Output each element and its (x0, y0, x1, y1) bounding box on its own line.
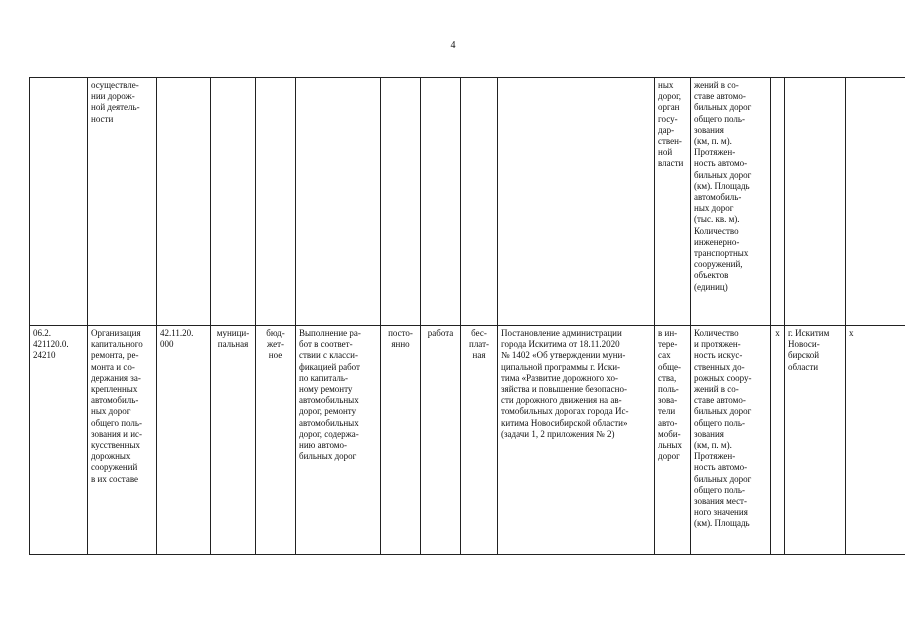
institution-type-cell (256, 78, 296, 326)
cell-text-line: (км, п. м). (694, 136, 732, 147)
cell-text-line: бирской (788, 350, 820, 361)
cell-text-line: ставе автомо- (694, 395, 746, 406)
cell-text-line: капитального (91, 339, 143, 350)
cell-text-line: ных (658, 80, 674, 90)
consumers-cell (655, 326, 691, 555)
cell-text-line: кусственных (91, 440, 141, 451)
okved-cell (157, 78, 211, 326)
cell-text-line: китима Новосибирской области» (501, 417, 628, 428)
institution-type-cell (256, 326, 296, 555)
legal-basis-cell (498, 78, 655, 326)
cell-text-line: дорог, (658, 91, 682, 102)
mark-cell (771, 326, 785, 555)
payment-cell (461, 326, 498, 555)
code-cell (30, 326, 88, 555)
cell-text-line: автомобильных (299, 395, 359, 406)
type-cell (211, 78, 256, 326)
kind-cell (421, 78, 461, 326)
cell-text-line: тере- (658, 339, 678, 350)
cell-text-line: ность автомо- (694, 158, 748, 169)
cell-text-line: автомобильных (299, 417, 359, 428)
cell-text-line: ства, (658, 372, 677, 383)
cell-text-line: ному ремонту (299, 384, 353, 395)
cell-text-line: 06.2. (33, 328, 51, 338)
cell-text-line: зования мест- (694, 496, 747, 507)
cell-text-line: х (849, 328, 854, 338)
cell-text-line: автомобиль- (694, 192, 742, 203)
cell-text-line: ная (472, 350, 486, 361)
cell-text-line: дорог, ремонту (299, 406, 357, 417)
cell-text-line: (задачи 1, 2 приложения № 2) (501, 428, 615, 439)
cell-text-line: и протяжен- (694, 339, 741, 350)
cell-text-line: моби- (658, 428, 681, 439)
cell-text-line: ствен- (658, 136, 682, 147)
cell-text-line: бильных дорог (694, 473, 752, 484)
cell-text-line: зования и ис- (91, 428, 143, 439)
indicators-cell (691, 326, 771, 555)
cell-text-line: объектов (694, 270, 729, 281)
cell-text-line: рожных соору- (694, 372, 752, 383)
cell-text-line: власти (658, 158, 684, 169)
okved-cell (157, 326, 211, 555)
cell-text-line: льных (658, 440, 682, 451)
cell-text-line: зования (694, 124, 724, 135)
cell-text-line: нии дорож- (91, 91, 135, 102)
cell-text-line: области (788, 361, 819, 372)
cell-text-line: дар- (658, 124, 675, 135)
cell-text-line: (единиц) (694, 281, 728, 292)
cell-text-line: ной (658, 147, 673, 158)
cell-text-line: монта и со- (91, 361, 135, 372)
legal-basis-cell (498, 326, 655, 555)
cell-text-line: бильных дорог (694, 169, 752, 180)
cell-text-line: ственных до- (694, 361, 745, 372)
cell-text-line: фикацией работ (299, 361, 360, 372)
cell-text-line: ремонта, ре- (91, 350, 139, 361)
cell-text-line: сооружений, (694, 259, 743, 270)
cell-text-line: общего поль- (91, 417, 143, 428)
cell-text-line: Протяжен- (694, 147, 736, 158)
cell-text-line: пальная (217, 339, 249, 350)
cell-text-line: ное (268, 350, 283, 361)
cell-text-line: ципальной программы г. Иски- (501, 361, 621, 372)
cell-text-line: жений в со- (694, 384, 739, 395)
content-cell (296, 78, 381, 326)
cell-text-line: бюд- (266, 328, 285, 338)
cell-text-line: ставе автомо- (694, 91, 746, 102)
cell-text-line: 42.11.20. (160, 328, 194, 338)
cell-text-line: зования (694, 428, 724, 439)
content-cell (296, 326, 381, 555)
cell-text-line: (км, п. м). (694, 440, 732, 451)
cell-text-line: зяйства и повышение безопасно- (501, 384, 627, 395)
cell-text-line: сти дорожного движения на ав- (501, 395, 622, 406)
cell-text-line: № 1402 «Об утверждении муни- (501, 350, 626, 361)
table-row (30, 326, 905, 555)
cell-text-line: инженерно- (694, 236, 740, 247)
cell-text-line: бильных дорог (694, 406, 752, 417)
cell-text-line: нию автомо- (299, 440, 347, 451)
cell-text-line: бильных дорог (299, 451, 357, 462)
payment-cell (461, 78, 498, 326)
cell-text-line: автомобиль- (91, 395, 139, 406)
cell-text-line: сах (658, 350, 671, 361)
cell-text-line: посто- (388, 328, 413, 338)
cell-text-line: общего поль- (694, 417, 746, 428)
cell-text-line: ного значения (694, 507, 748, 518)
cell-text-line: Новоси- (788, 339, 820, 350)
cell-text-line: города Искитима от 18.11.2020 (501, 339, 620, 350)
location-cell (785, 326, 846, 555)
cell-text-line: Выполнение ра- (299, 328, 361, 338)
service-name-cell (88, 326, 157, 555)
cell-text-line: орган (658, 102, 680, 113)
cell-text-line: осуществле- (91, 80, 139, 90)
cell-text-line: жений в со- (694, 80, 739, 90)
cell-text-line: зова- (658, 395, 678, 406)
mark-cell (846, 78, 905, 326)
cell-text-line: держания за- (91, 372, 141, 383)
cell-text-line: г. Искитим (788, 328, 830, 338)
cell-text-line: бот в соответ- (299, 339, 353, 350)
cell-text-line: дорожных (91, 451, 131, 462)
cell-text-line: бильных дорог (694, 102, 752, 113)
indicators-cell (691, 78, 771, 326)
cell-text-line: 24210 (33, 350, 56, 361)
periodicity-cell (381, 78, 421, 326)
cell-text-line: в их составе (91, 473, 139, 484)
cell-text-line: крепленных (91, 384, 138, 395)
cell-text-line: (тыс. кв. м). (694, 214, 740, 225)
cell-text-line: авто- (658, 417, 678, 428)
cell-text-line: тима «Развитие дорожного хо- (501, 372, 619, 383)
cell-text-line: госу- (658, 113, 678, 124)
cell-text-line: ных дорог (91, 406, 131, 417)
cell-text-line: 421120.0. (33, 339, 69, 350)
periodicity-cell (381, 326, 421, 555)
table-row (30, 78, 905, 326)
cell-text-line: работа (427, 328, 454, 338)
cell-text-line: (км). Площадь (694, 180, 750, 191)
cell-text-line: 000 (160, 339, 174, 350)
cell-text-line: х (775, 328, 780, 338)
cell-text-line: общего поль- (694, 113, 746, 124)
cell-text-line: Количество (694, 225, 739, 236)
cell-text-line: дорог (658, 451, 680, 462)
mark-cell (846, 326, 905, 555)
cell-text-line: обще- (658, 361, 682, 372)
consumers-cell (655, 78, 691, 326)
cell-text-line: ность автомо- (694, 462, 748, 473)
cell-text-line: бес- (471, 328, 487, 338)
cell-text-line: (км). Площадь (694, 518, 750, 529)
location-cell (785, 78, 846, 326)
cell-text-line: тели (658, 406, 676, 417)
cell-text-line: общего поль- (694, 484, 746, 495)
cell-text-line: ность искус- (694, 350, 743, 361)
cell-text-line: плат- (469, 339, 489, 350)
cell-text-line: ствии с класси- (299, 350, 358, 361)
cell-text-line: томобильных дорогах города Ис- (501, 406, 629, 417)
cell-text-line: ных дорог (694, 203, 734, 214)
cell-text-line: Организация (91, 328, 141, 338)
cell-text-line: транспортных (694, 248, 749, 259)
cell-text-line: ной деятель- (91, 102, 140, 113)
cell-text-line: дорог, содержа- (299, 428, 359, 439)
cell-text-line: в ин- (658, 328, 678, 338)
cell-text-line: жет- (266, 339, 285, 350)
service-name-cell (88, 78, 157, 326)
page-number: 4 (450, 40, 456, 51)
cell-text-line: сооружений (91, 462, 138, 473)
mark-cell (771, 78, 785, 326)
cell-text-line: янно (391, 339, 410, 350)
type-cell (211, 326, 256, 555)
cell-text-line: ности (91, 113, 114, 124)
cell-text-line: по капиталь- (299, 372, 349, 383)
code-cell (30, 78, 88, 326)
registry-table (29, 77, 905, 555)
cell-text-line: муници- (216, 328, 250, 338)
cell-text-line: Количество (694, 328, 739, 338)
kind-cell (421, 326, 461, 555)
cell-text-line: Протяжен- (694, 451, 736, 462)
cell-text-line: Постановление администрации (501, 328, 622, 338)
cell-text-line: поль- (658, 384, 679, 395)
